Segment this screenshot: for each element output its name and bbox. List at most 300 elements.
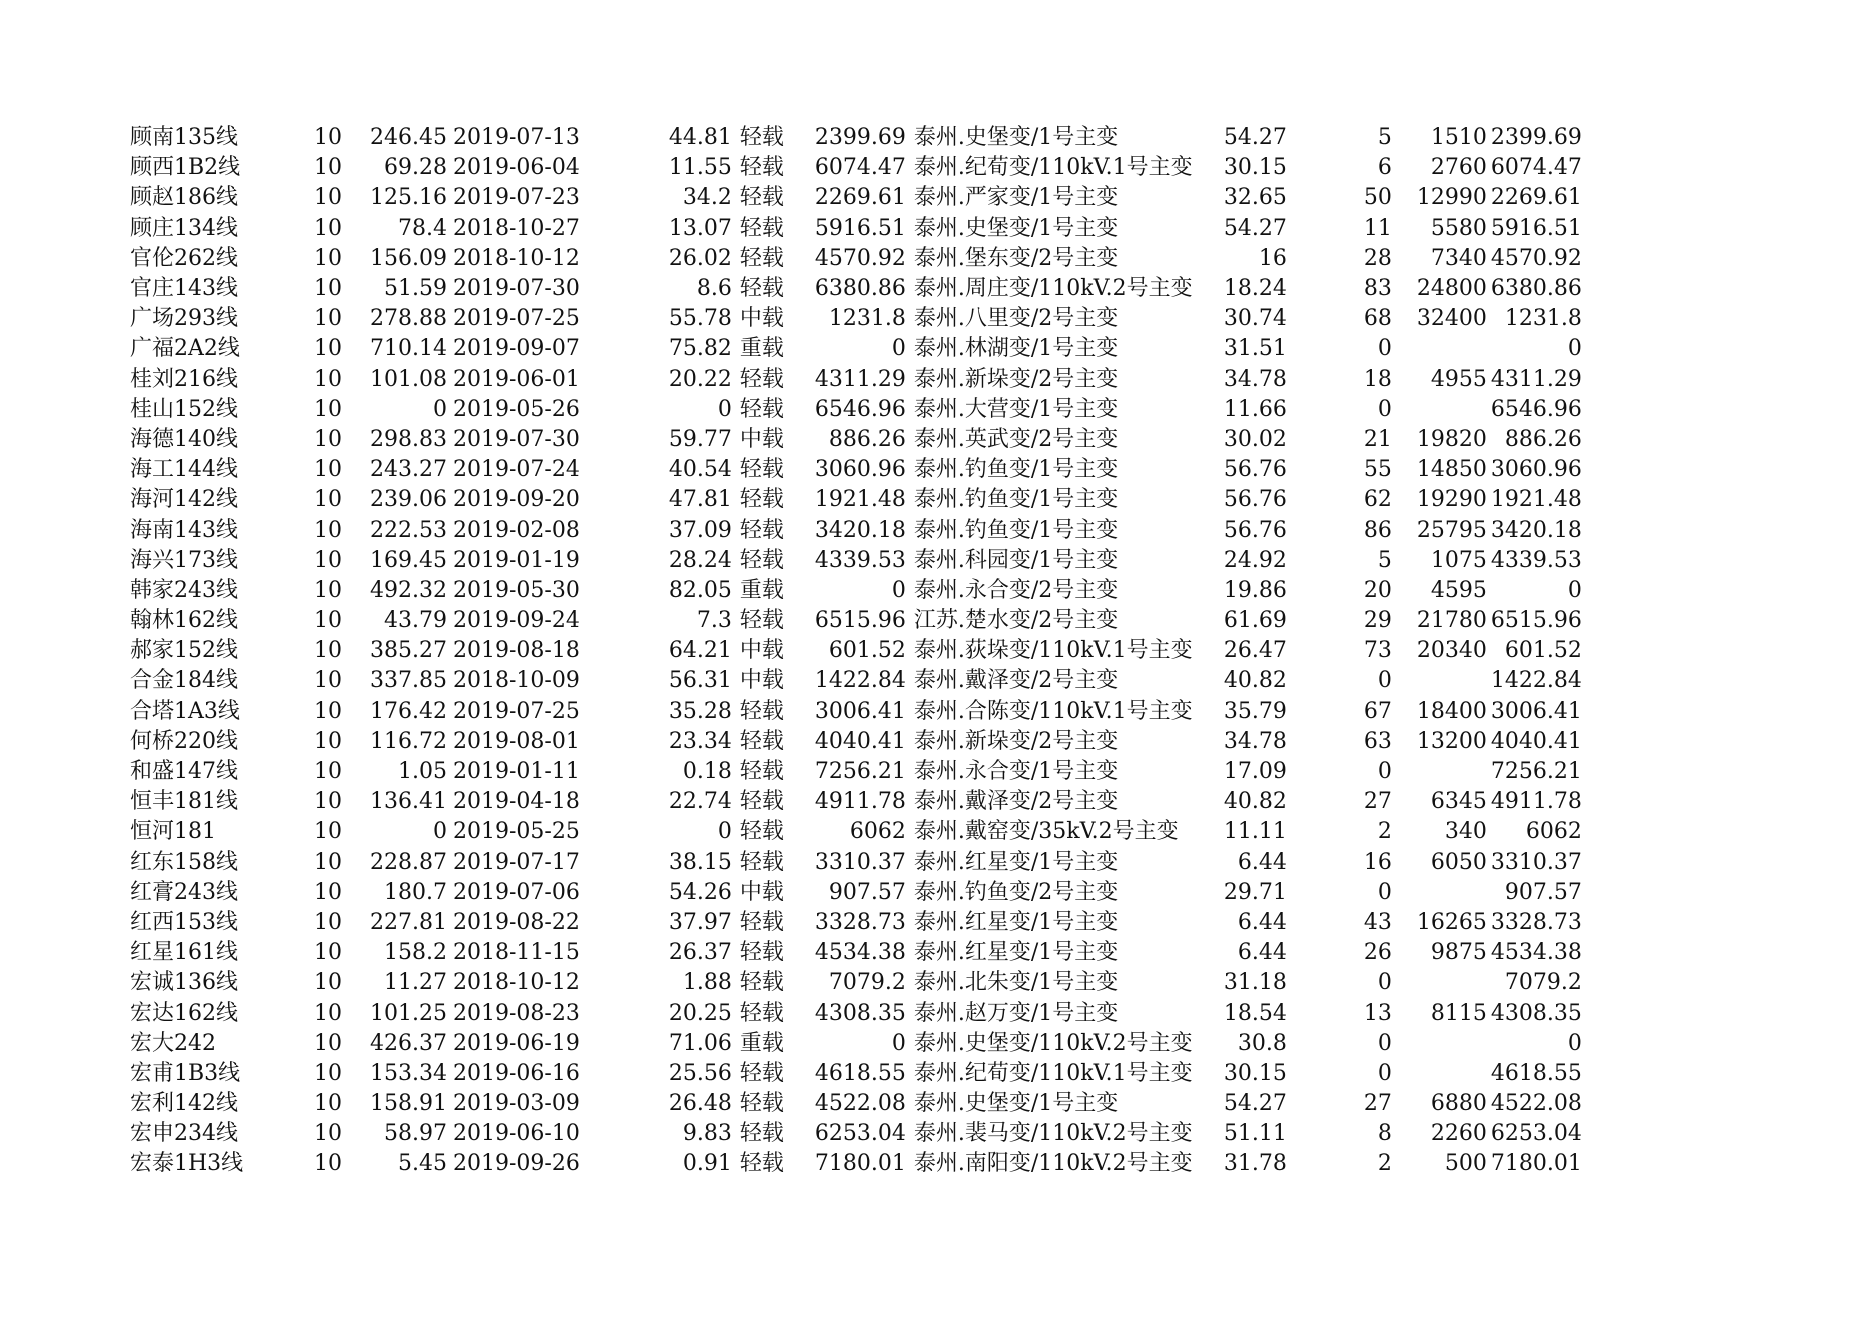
capacity-cell: 7079.2 <box>828 970 906 996</box>
load-level-cell: 轻载 <box>739 1060 784 1086</box>
load-level-cell: 轻载 <box>739 608 784 634</box>
user-count-cell: 2 <box>1377 819 1392 845</box>
table-row <box>130 576 1582 606</box>
capacity-cell: 0 <box>891 1030 906 1056</box>
date-cell: 2019-06-01 <box>453 366 580 392</box>
capacity-cell: 6380.86 <box>814 276 906 302</box>
table-row <box>130 938 1582 968</box>
available-capacity-cell: 907.57 <box>1504 879 1582 905</box>
user-capacity-cell: 9875 <box>1430 940 1487 966</box>
transformer-cell: 泰州.史堡变/1号主变 <box>913 1091 1119 1117</box>
capacity-cell: 4040.41 <box>814 728 906 754</box>
capacity-cell: 6253.04 <box>814 1121 906 1147</box>
voltage-cell: 10 <box>314 668 342 694</box>
available-capacity-cell: 3310.37 <box>1490 849 1582 875</box>
line-name-cell: 广场293线 <box>130 306 238 332</box>
user-count-cell: 0 <box>1377 668 1392 694</box>
load-level-cell: 重载 <box>739 577 784 603</box>
capacity-cell: 907.57 <box>828 879 906 905</box>
load-level-cell: 轻载 <box>739 487 784 513</box>
capacity-cell: 4522.08 <box>814 1091 906 1117</box>
user-count-cell: 0 <box>1377 879 1392 905</box>
transformer-cell: 泰州.戴泽变/2号主变 <box>913 789 1119 815</box>
transformer-cell: 泰州.大营变/1号主变 <box>913 396 1119 422</box>
available-capacity-cell: 3328.73 <box>1490 909 1582 935</box>
user-count-cell: 5 <box>1377 547 1392 573</box>
voltage-cell: 10 <box>314 577 342 603</box>
transformer-rate-cell: 24.92 <box>1223 547 1287 573</box>
available-capacity-cell: 1231.8 <box>1504 306 1582 332</box>
transformer-cell: 泰州.戴窑变/35kV.2号主变 <box>913 819 1179 845</box>
current-cell: 78.4 <box>398 215 447 241</box>
available-capacity-cell: 7180.01 <box>1490 1151 1582 1177</box>
user-capacity-cell <box>1392 757 1487 787</box>
date-cell: 2019-08-01 <box>453 728 580 754</box>
user-count-cell: 8 <box>1377 1121 1392 1147</box>
transformer-cell: 泰州.戴泽变/2号主变 <box>913 668 1119 694</box>
transformer-rate-cell: 11.11 <box>1223 819 1287 845</box>
user-capacity-cell: 500 <box>1444 1151 1487 1177</box>
transformer-cell: 泰州.堡东变/2号主变 <box>913 245 1119 271</box>
available-capacity-cell: 6253.04 <box>1490 1121 1582 1147</box>
table-row <box>130 515 1582 545</box>
current-cell: 222.53 <box>370 517 447 543</box>
user-capacity-cell: 12990 <box>1416 185 1487 211</box>
table-row <box>130 817 1582 847</box>
table-row <box>130 1119 1582 1149</box>
load-rate-cell: 7.3 <box>696 608 732 634</box>
date-cell: 2019-09-07 <box>453 336 580 362</box>
table-row <box>130 787 1582 817</box>
load-level-cell: 中载 <box>739 426 784 452</box>
load-level-cell: 轻载 <box>739 789 784 815</box>
load-rate-cell: 47.81 <box>668 487 732 513</box>
available-capacity-cell: 1422.84 <box>1490 668 1582 694</box>
date-cell: 2019-02-08 <box>453 517 580 543</box>
voltage-cell: 10 <box>314 1060 342 1086</box>
user-count-cell: 0 <box>1377 336 1392 362</box>
line-name-cell: 宏诚136线 <box>130 970 238 996</box>
voltage-cell: 10 <box>314 759 342 785</box>
transformer-rate-cell: 40.82 <box>1223 789 1287 815</box>
capacity-cell: 886.26 <box>828 426 906 452</box>
date-cell: 2019-07-17 <box>453 849 580 875</box>
transformer-rate-cell: 34.78 <box>1223 366 1287 392</box>
user-count-cell: 0 <box>1377 1030 1392 1056</box>
load-level-cell: 轻载 <box>739 1091 784 1117</box>
capacity-cell: 1231.8 <box>828 306 906 332</box>
line-name-cell: 顾南135线 <box>130 125 238 151</box>
user-count-cell: 0 <box>1377 970 1392 996</box>
line-name-cell: 和盛147线 <box>130 759 238 785</box>
current-cell: 385.27 <box>370 638 447 664</box>
date-cell: 2019-05-30 <box>453 577 580 603</box>
transformer-rate-cell: 31.51 <box>1223 336 1287 362</box>
table-row <box>130 455 1582 485</box>
user-count-cell: 16 <box>1363 849 1392 875</box>
transformer-rate-cell: 32.65 <box>1223 185 1287 211</box>
user-capacity-cell: 1510 <box>1430 125 1487 151</box>
load-level-cell: 轻载 <box>739 185 784 211</box>
capacity-cell: 6062 <box>849 819 906 845</box>
user-capacity-cell <box>1392 1059 1487 1089</box>
current-cell: 1.05 <box>398 759 447 785</box>
load-rate-cell: 55.78 <box>668 306 732 332</box>
load-level-cell: 轻载 <box>739 1151 784 1177</box>
user-count-cell: 20 <box>1363 577 1392 603</box>
line-name-cell: 郝家152线 <box>130 638 238 664</box>
line-name-cell: 合金184线 <box>130 668 238 694</box>
line-name-cell: 宏甫1B3线 <box>130 1060 241 1086</box>
table-row <box>130 666 1582 696</box>
transformer-cell: 泰州.荻垛变/110kV.1号主变 <box>913 638 1193 664</box>
voltage-cell: 10 <box>314 517 342 543</box>
line-name-cell: 合塔1A3线 <box>130 698 240 724</box>
capacity-cell: 2269.61 <box>814 185 906 211</box>
available-capacity-cell: 4308.35 <box>1490 1000 1582 1026</box>
transformer-rate-cell: 6.44 <box>1237 940 1287 966</box>
voltage-cell: 10 <box>314 940 342 966</box>
available-capacity-cell: 4522.08 <box>1490 1091 1582 1117</box>
date-cell: 2019-05-25 <box>453 819 580 845</box>
data-table-body <box>130 123 1582 1180</box>
line-name-cell: 桂刘216线 <box>130 366 238 392</box>
capacity-cell: 1921.48 <box>814 487 906 513</box>
line-name-cell: 宏达162线 <box>130 1000 238 1026</box>
capacity-cell: 4339.53 <box>814 547 906 573</box>
capacity-cell: 4311.29 <box>814 366 906 392</box>
transformer-cell: 泰州.史堡变/110kV.2号主变 <box>913 1030 1193 1056</box>
user-count-cell: 21 <box>1363 426 1392 452</box>
transformer-rate-cell: 30.15 <box>1223 1060 1287 1086</box>
load-rate-cell: 71.06 <box>668 1030 732 1056</box>
load-level-cell: 重载 <box>739 1030 784 1056</box>
available-capacity-cell: 6074.47 <box>1490 155 1582 181</box>
available-capacity-cell: 7079.2 <box>1504 970 1582 996</box>
load-level-cell: 轻载 <box>739 819 784 845</box>
transformer-cell: 泰州.永合变/2号主变 <box>913 577 1119 603</box>
user-count-cell: 28 <box>1363 245 1392 271</box>
user-capacity-cell <box>1392 334 1487 364</box>
current-cell: 0 <box>433 819 447 845</box>
line-name-cell: 广福2A2线 <box>130 336 240 362</box>
transformer-cell: 泰州.永合变/1号主变 <box>913 759 1119 785</box>
available-capacity-cell: 4339.53 <box>1490 547 1582 573</box>
table-row <box>130 153 1582 183</box>
current-cell: 278.88 <box>370 306 447 332</box>
user-capacity-cell: 6880 <box>1430 1091 1487 1117</box>
line-name-cell: 海南143线 <box>130 517 238 543</box>
user-count-cell: 0 <box>1377 759 1392 785</box>
transformer-rate-cell: 19.86 <box>1223 577 1287 603</box>
transformer-rate-cell: 56.76 <box>1223 517 1287 543</box>
load-rate-cell: 56.31 <box>668 668 732 694</box>
voltage-cell: 10 <box>314 245 342 271</box>
user-capacity-cell: 6345 <box>1430 789 1487 815</box>
capacity-cell: 6515.96 <box>814 608 906 634</box>
transformer-cell: 泰州.合陈变/110kV.1号主变 <box>913 698 1193 724</box>
voltage-cell: 10 <box>314 487 342 513</box>
transformer-rate-cell: 51.11 <box>1223 1121 1287 1147</box>
line-name-cell: 红星161线 <box>130 940 238 966</box>
transformer-rate-cell: 6.44 <box>1237 909 1287 935</box>
table-row <box>130 365 1582 395</box>
transformer-cell: 泰州.红星变/1号主变 <box>913 909 1119 935</box>
current-cell: 136.41 <box>370 789 447 815</box>
table-row <box>130 998 1582 1028</box>
load-level-cell: 轻载 <box>739 547 784 573</box>
transformer-rate-cell: 30.15 <box>1223 155 1287 181</box>
user-capacity-cell: 20340 <box>1416 638 1487 664</box>
load-level-cell: 轻载 <box>739 728 784 754</box>
voltage-cell: 10 <box>314 457 342 483</box>
current-cell: 51.59 <box>384 276 447 302</box>
line-name-cell: 海兴173线 <box>130 547 238 573</box>
current-cell: 492.32 <box>370 577 447 603</box>
capacity-cell: 6546.96 <box>814 396 906 422</box>
voltage-cell: 10 <box>314 728 342 754</box>
load-rate-cell: 13.07 <box>668 215 732 241</box>
transformer-cell: 泰州.史堡变/1号主变 <box>913 215 1119 241</box>
voltage-cell: 10 <box>314 1000 342 1026</box>
line-name-cell: 何桥220线 <box>130 728 238 754</box>
current-cell: 227.81 <box>370 909 447 935</box>
available-capacity-cell: 0 <box>1567 336 1582 362</box>
user-capacity-cell: 19290 <box>1416 487 1487 513</box>
user-count-cell: 83 <box>1363 276 1392 302</box>
transformer-rate-cell: 30.8 <box>1237 1030 1287 1056</box>
available-capacity-cell: 3060.96 <box>1490 457 1582 483</box>
load-rate-cell: 35.28 <box>668 698 732 724</box>
user-count-cell: 27 <box>1363 1091 1392 1117</box>
transformer-cell: 泰州.北朱变/1号主变 <box>913 970 1119 996</box>
date-cell: 2019-09-20 <box>453 487 580 513</box>
date-cell: 2019-07-30 <box>453 276 580 302</box>
transformer-rate-cell: 31.78 <box>1223 1151 1287 1177</box>
transformer-rate-cell: 29.71 <box>1223 879 1287 905</box>
transformer-rate-cell: 54.27 <box>1223 215 1287 241</box>
user-capacity-cell: 7340 <box>1430 245 1487 271</box>
current-cell: 228.87 <box>370 849 447 875</box>
load-rate-cell: 75.82 <box>668 336 732 362</box>
table-row <box>130 425 1582 455</box>
transformer-cell: 泰州.红星变/1号主变 <box>913 940 1119 966</box>
line-name-cell: 韩家243线 <box>130 577 238 603</box>
user-capacity-cell: 2260 <box>1430 1121 1487 1147</box>
load-level-cell: 轻载 <box>739 125 784 151</box>
voltage-cell: 10 <box>314 970 342 996</box>
table-row <box>130 757 1582 787</box>
voltage-cell: 10 <box>314 366 342 392</box>
user-count-cell: 26 <box>1363 940 1392 966</box>
user-capacity-cell: 32400 <box>1416 306 1487 332</box>
date-cell: 2019-07-30 <box>453 426 580 452</box>
current-cell: 0 <box>433 396 447 422</box>
load-level-cell: 轻载 <box>739 155 784 181</box>
table-row <box>130 878 1582 908</box>
table-row <box>130 1149 1582 1179</box>
available-capacity-cell: 6546.96 <box>1490 396 1582 422</box>
transformer-cell: 泰州.新垛变/2号主变 <box>913 366 1119 392</box>
table-row <box>130 304 1582 334</box>
user-capacity-cell: 6050 <box>1430 849 1487 875</box>
load-rate-cell: 82.05 <box>668 577 732 603</box>
table-row <box>130 395 1582 425</box>
transformer-rate-cell: 31.18 <box>1223 970 1287 996</box>
current-cell: 239.06 <box>370 487 447 513</box>
user-count-cell: 6 <box>1377 155 1392 181</box>
transformer-rate-cell: 26.47 <box>1223 638 1287 664</box>
transformer-cell: 泰州.英武变/2号主变 <box>913 426 1119 452</box>
user-capacity-cell <box>1392 666 1487 696</box>
date-cell: 2018-11-15 <box>453 940 580 966</box>
current-cell: 43.79 <box>384 608 447 634</box>
capacity-cell: 5916.51 <box>814 215 906 241</box>
voltage-cell: 10 <box>314 1030 342 1056</box>
transformer-rate-cell: 6.44 <box>1237 849 1287 875</box>
load-rate-cell: 28.24 <box>668 547 732 573</box>
capacity-cell: 4570.92 <box>814 245 906 271</box>
voltage-cell: 10 <box>314 849 342 875</box>
available-capacity-cell: 5916.51 <box>1490 215 1582 241</box>
available-capacity-cell: 2399.69 <box>1490 125 1582 151</box>
transformer-cell: 泰州.新垛变/2号主变 <box>913 728 1119 754</box>
voltage-cell: 10 <box>314 909 342 935</box>
available-capacity-cell: 3420.18 <box>1490 517 1582 543</box>
date-cell: 2019-03-09 <box>453 1091 580 1117</box>
current-cell: 176.42 <box>370 698 447 724</box>
load-rate-cell: 37.97 <box>668 909 732 935</box>
table-row <box>130 606 1582 636</box>
available-capacity-cell: 0 <box>1567 577 1582 603</box>
current-cell: 156.09 <box>370 245 447 271</box>
user-capacity-cell: 18400 <box>1416 698 1487 724</box>
capacity-cell: 3060.96 <box>814 457 906 483</box>
load-rate-cell: 26.02 <box>668 245 732 271</box>
capacity-cell: 2399.69 <box>814 125 906 151</box>
user-count-cell: 18 <box>1363 366 1392 392</box>
voltage-cell: 10 <box>314 1151 342 1177</box>
transformer-cell: 江苏.楚水变/2号主变 <box>913 608 1119 634</box>
date-cell: 2018-10-09 <box>453 668 580 694</box>
available-capacity-cell: 0 <box>1567 1030 1582 1056</box>
current-cell: 246.45 <box>370 125 447 151</box>
user-capacity-cell: 16265 <box>1416 909 1487 935</box>
load-level-cell: 中载 <box>739 306 784 332</box>
load-rate-cell: 9.83 <box>682 1121 732 1147</box>
load-level-cell: 轻载 <box>739 215 784 241</box>
transformer-cell: 泰州.林湖变/1号主变 <box>913 336 1119 362</box>
load-level-cell: 轻载 <box>739 849 784 875</box>
current-cell: 101.25 <box>370 1000 447 1026</box>
date-cell: 2019-07-06 <box>453 879 580 905</box>
voltage-cell: 10 <box>314 638 342 664</box>
available-capacity-cell: 7256.21 <box>1490 759 1582 785</box>
load-rate-cell: 8.6 <box>696 276 732 302</box>
voltage-cell: 10 <box>314 306 342 332</box>
date-cell: 2019-07-13 <box>453 125 580 151</box>
table-row <box>130 727 1582 757</box>
date-cell: 2019-07-24 <box>453 457 580 483</box>
load-rate-cell: 23.34 <box>668 728 732 754</box>
current-cell: 337.85 <box>370 668 447 694</box>
date-cell: 2019-08-23 <box>453 1000 580 1026</box>
current-cell: 5.45 <box>398 1151 447 1177</box>
user-capacity-cell <box>1392 395 1487 425</box>
load-rate-cell: 54.26 <box>668 879 732 905</box>
load-level-cell: 轻载 <box>739 457 784 483</box>
voltage-cell: 10 <box>314 698 342 724</box>
date-cell: 2019-07-25 <box>453 306 580 332</box>
load-level-cell: 轻载 <box>739 366 784 392</box>
user-count-cell: 50 <box>1363 185 1392 211</box>
transformer-cell: 泰州.南阳变/110kV.2号主变 <box>913 1151 1193 1177</box>
load-level-cell: 轻载 <box>739 940 784 966</box>
load-rate-cell: 64.21 <box>668 638 732 664</box>
table-row <box>130 546 1582 576</box>
transformer-rate-cell: 54.27 <box>1223 125 1287 151</box>
capacity-cell: 4618.55 <box>814 1060 906 1086</box>
user-count-cell: 27 <box>1363 789 1392 815</box>
load-level-cell: 轻载 <box>739 517 784 543</box>
capacity-cell: 4308.35 <box>814 1000 906 1026</box>
current-cell: 298.83 <box>370 426 447 452</box>
transformer-cell: 泰州.纪荀变/110kV.1号主变 <box>913 1060 1193 1086</box>
line-name-cell: 顾赵186线 <box>130 185 238 211</box>
load-rate-cell: 40.54 <box>668 457 732 483</box>
available-capacity-cell: 4911.78 <box>1490 789 1582 815</box>
current-cell: 101.08 <box>370 366 447 392</box>
load-rate-cell: 26.48 <box>668 1091 732 1117</box>
load-level-cell: 轻载 <box>739 698 784 724</box>
date-cell: 2019-04-18 <box>453 789 580 815</box>
transformer-cell: 泰州.史堡变/1号主变 <box>913 125 1119 151</box>
user-count-cell: 62 <box>1363 487 1392 513</box>
load-rate-cell: 38.15 <box>668 849 732 875</box>
table-row <box>130 636 1582 666</box>
transformer-rate-cell: 30.02 <box>1223 426 1287 452</box>
load-level-cell: 重载 <box>739 336 784 362</box>
capacity-cell: 4534.38 <box>814 940 906 966</box>
current-cell: 11.27 <box>384 970 447 996</box>
transformer-rate-cell: 61.69 <box>1223 608 1287 634</box>
voltage-cell: 10 <box>314 336 342 362</box>
current-cell: 158.2 <box>384 940 447 966</box>
transformer-cell: 泰州.周庄变/110kV.2号主变 <box>913 276 1193 302</box>
user-count-cell: 2 <box>1377 1151 1392 1177</box>
load-level-cell: 轻载 <box>739 909 784 935</box>
transformer-cell: 泰州.赵万变/1号主变 <box>913 1000 1119 1026</box>
date-cell: 2019-09-24 <box>453 608 580 634</box>
line-name-cell: 海河142线 <box>130 487 238 513</box>
transformer-cell: 泰州.钓鱼变/1号主变 <box>913 517 1119 543</box>
transformer-cell: 泰州.红星变/1号主变 <box>913 849 1119 875</box>
voltage-cell: 10 <box>314 1091 342 1117</box>
user-capacity-cell: 24800 <box>1416 276 1487 302</box>
available-capacity-cell: 4618.55 <box>1490 1060 1582 1086</box>
current-cell: 180.7 <box>384 879 447 905</box>
voltage-cell: 10 <box>314 396 342 422</box>
table-row <box>130 1029 1582 1059</box>
load-rate-cell: 37.09 <box>668 517 732 543</box>
transformer-cell: 泰州.钓鱼变/2号主变 <box>913 879 1119 905</box>
voltage-cell: 10 <box>314 276 342 302</box>
table-row <box>130 244 1582 274</box>
date-cell: 2019-06-19 <box>453 1030 580 1056</box>
user-count-cell: 13 <box>1363 1000 1392 1026</box>
transformer-rate-cell: 11.66 <box>1223 396 1287 422</box>
load-rate-cell: 34.2 <box>682 185 732 211</box>
